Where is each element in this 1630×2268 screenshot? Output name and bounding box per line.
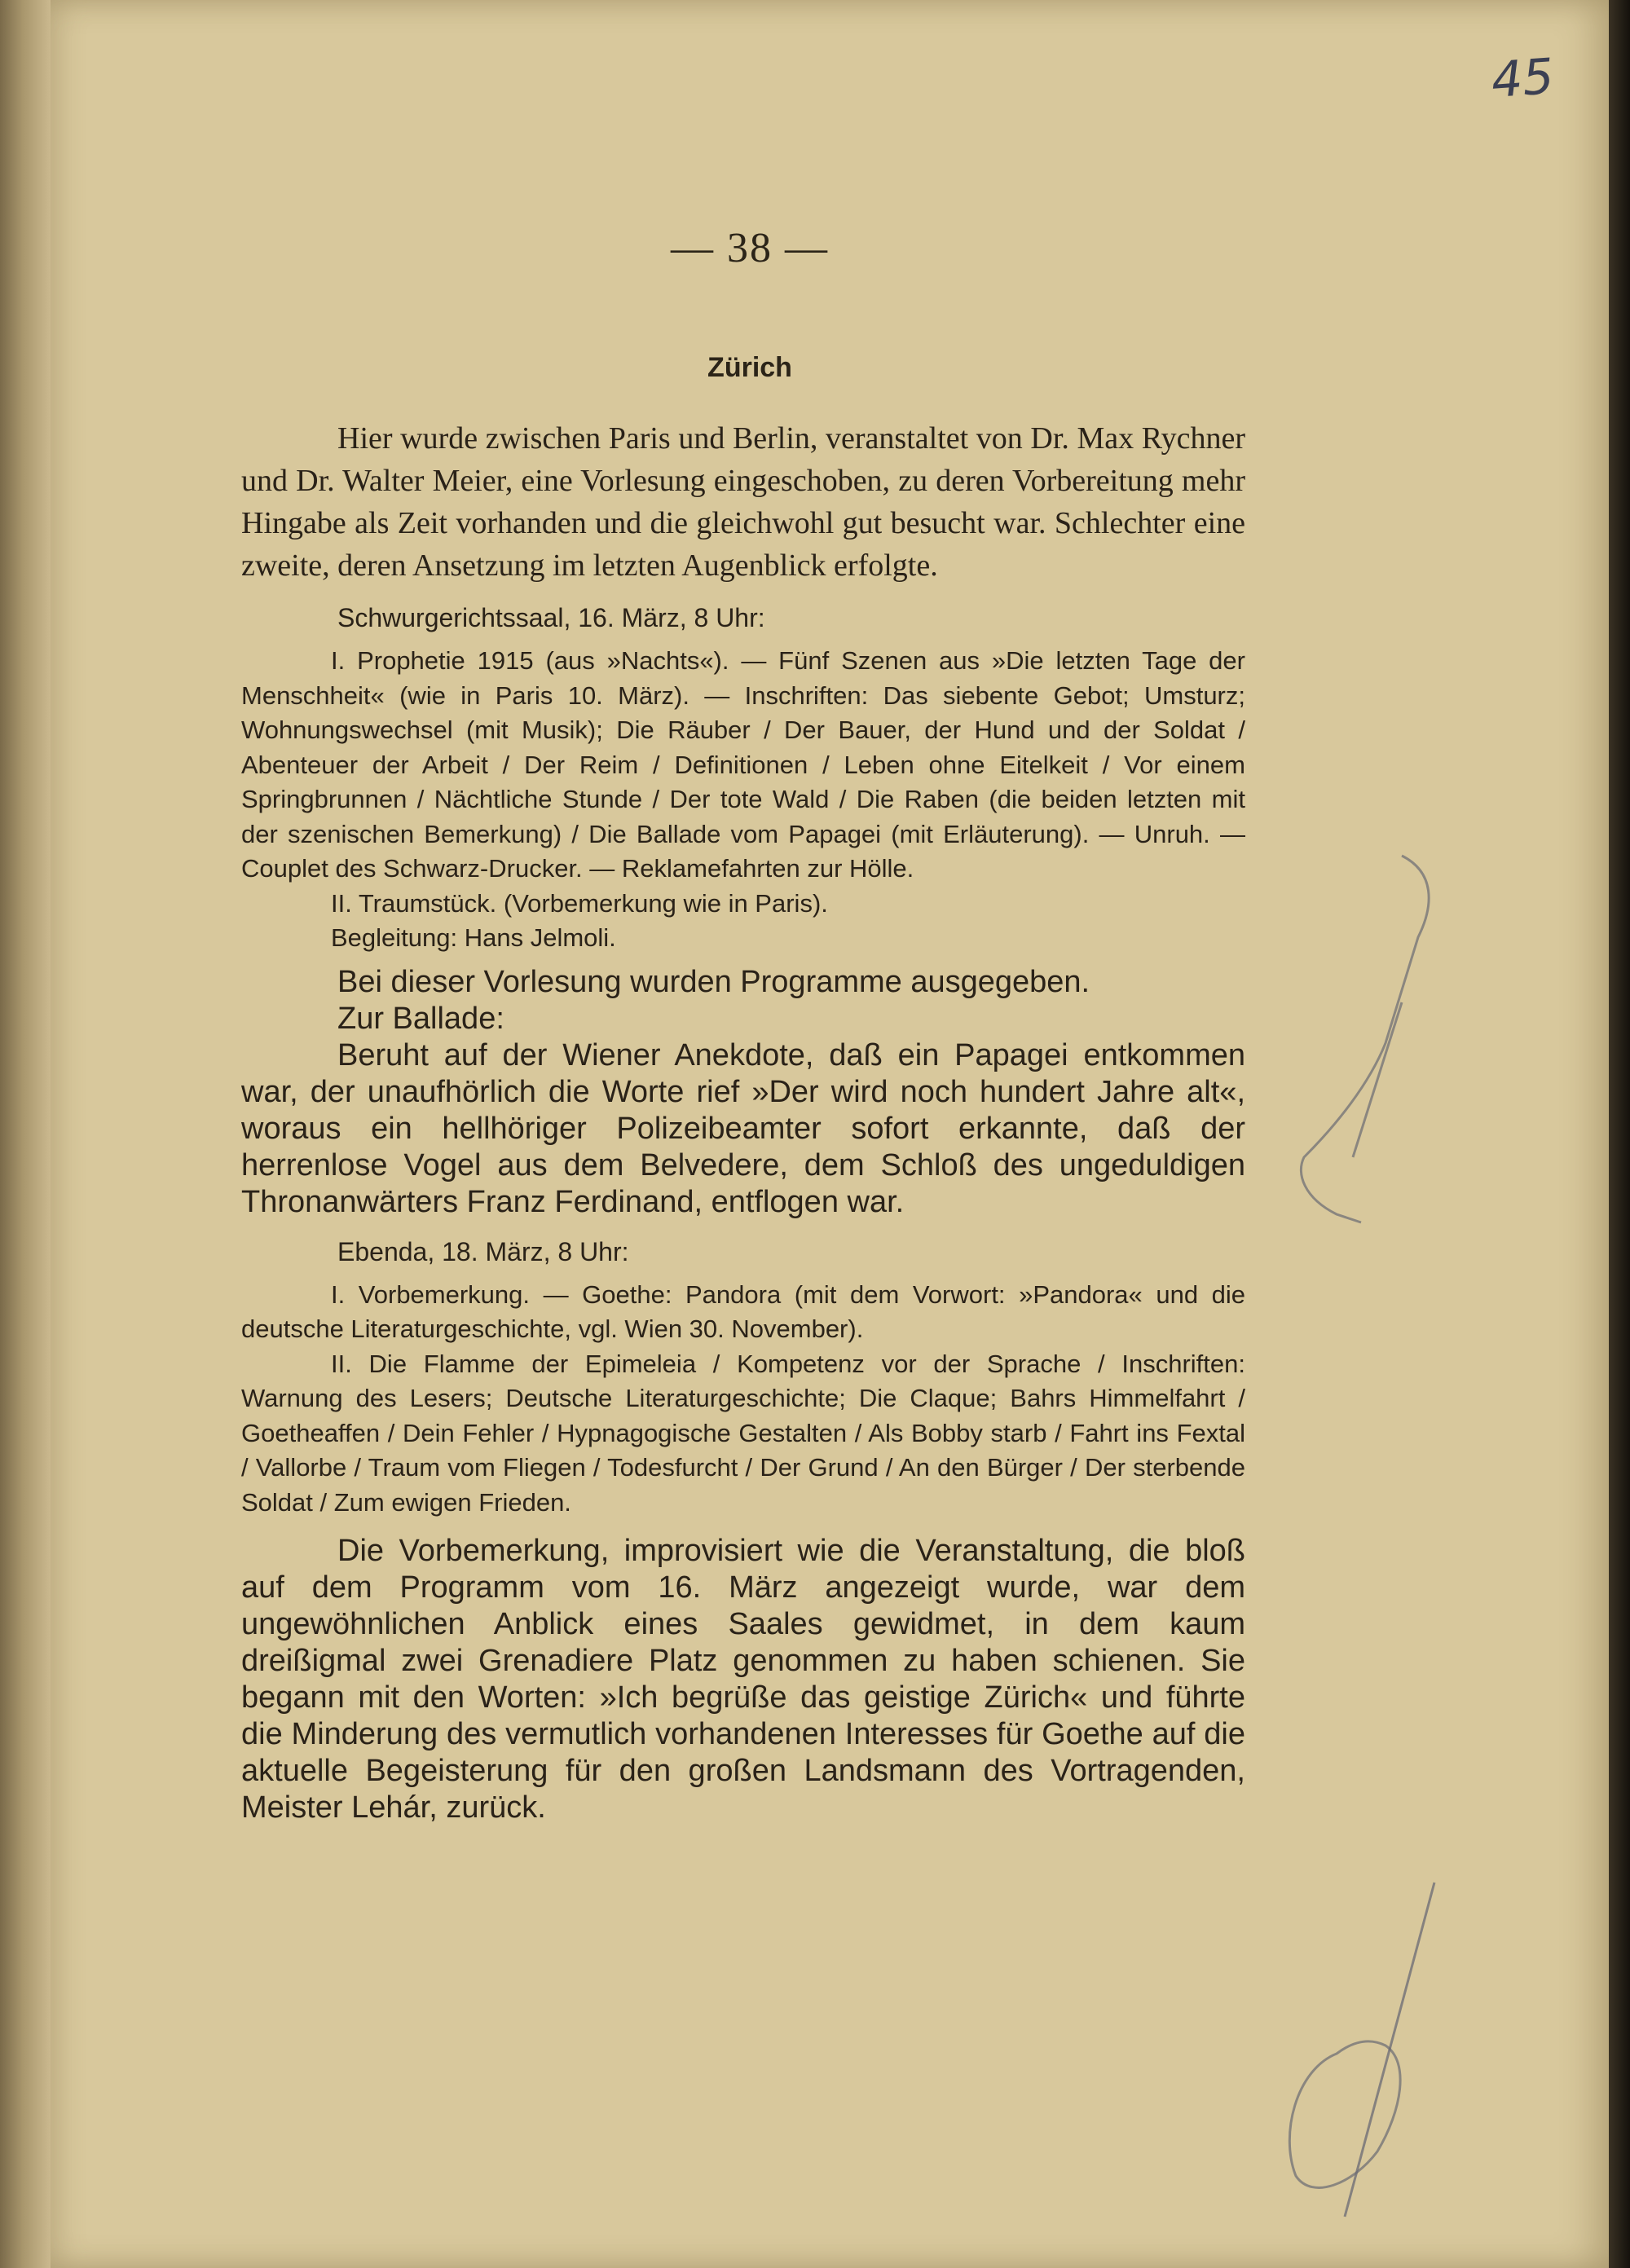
ballade-heading: Zur Ballade: [337, 1001, 504, 1036]
page-number: — 38 — [671, 225, 829, 271]
handwritten-folio-number: 45 [1489, 47, 1556, 110]
page-body [241, 417, 1245, 1826]
closing-paragraph: Die Vorbemerkung, improvisiert wie die Veranstaltung, die bloß auf dem Programm vom 16. März angezeigt wurde, war dem ungewöhnlichen Anblick eines Saales gewidmet, in dem kaum dreißigmal zwei Grenadiere Platz genommen zu haben schienen. Sie begann mit den Worten: »Ich begrüße das geistige Zürich« und führte die Minderung des vermutlich vorhandenen Interesses für Goethe auf die aktuelle Begeisterung für den großen Landsmann des Vortragenden, Meister Lehár, zurück. [241, 1534, 1245, 1825]
section-heading: Zürich [707, 352, 792, 383]
page-shadow-edge [1609, 0, 1630, 2268]
event1-program-part1: I. Prophetie 1915 (aus »Nachts«). — Fünf Szenen aus »Die letzten Tage der Menschheit« (wie in Paris 10. März). — Inschriften: Das siebente Gebot; Umsturz; Wohnungswechsel (mit Musik); Die Räuber / Der Bauer, der Hund und der Soldat / Abenteuer der Arbeit / Der Reim / Definitionen / Leben ohne Eitelkeit / Vor einem Springbrunnen / Nächtliche Stunde / Der tote Wald / Die Raben (die beiden letzten mit der szenischen Bemerkung) / Die Ballade vom Papagei (mit Erläuterung). — Unruh. — Couplet des Schwarz-Drucker. — Reklamefahrten zur Hölle. [241, 646, 1245, 883]
event2-program-part2: II. Die Flamme der Epimeleia / Kompetenz vor der Sprache / Inschriften: Warnung des Lesers; Deutsche Literaturgeschichte; Die Claque; Bahrs Himmelfahrt / Goetheaffen / Dein Fehler / Hypnagogische Gestalten / Als Bobby starb / Fahrt ins Fextal / Vallorbe / Traum vom Fliegen / Todesfurcht / Der Grund / An den Bürger / Der sterbende Soldat / Zum ewigen Frieden. [241, 1349, 1245, 1517]
event1-accompaniment: Begleitung: Hans Jelmoli. [331, 923, 616, 952]
intro-paragraph: Hier wurde zwischen Paris und Berlin, veranstaltet von Dr. Max Rychner und Dr. Walter Meier, eine Vorlesung eingeschoben, zu deren Vorbereitung mehr Hingabe als Zeit vorhanden und die gleichwohl gut besucht war. Schlechter eine zweite, deren Ansetzung im letzten Augenblick erfolgte. [241, 421, 1245, 583]
ballade-text: Beruht auf der Wiener Anekdote, daß ein Papagei entkommen war, der unaufhörlich die Worte rief »Der wird noch hundert Jahre alt«, woraus ein hellhöriger Polizeibeamter sofort erkannte, daß der herrenlose Vogel aus dem Belvedere, dem Schloß des ungeduldigen Thronanwärters Franz Ferdinand, entflogen war. [241, 1037, 1245, 1219]
programme-note: Bei dieser Vorlesung wurden Programme ausgegeben. [337, 964, 1090, 999]
event2-program-part1: I. Vorbemerkung. — Goethe: Pandora (mit dem Vorwort: »Pandora« und die deutsche Literaturgeschichte, vgl. Wien 30. November). [241, 1279, 1245, 1343]
event1-program-part2: II. Traumstück. (Vorbemerkung wie in Paris). [331, 888, 828, 918]
book-spine-edge [0, 0, 51, 2268]
event1-date: Schwurgerichtssaal, 16. März, 8 Uhr: [337, 603, 765, 632]
event2-date: Ebenda, 18. März, 8 Uhr: [337, 1236, 629, 1266]
